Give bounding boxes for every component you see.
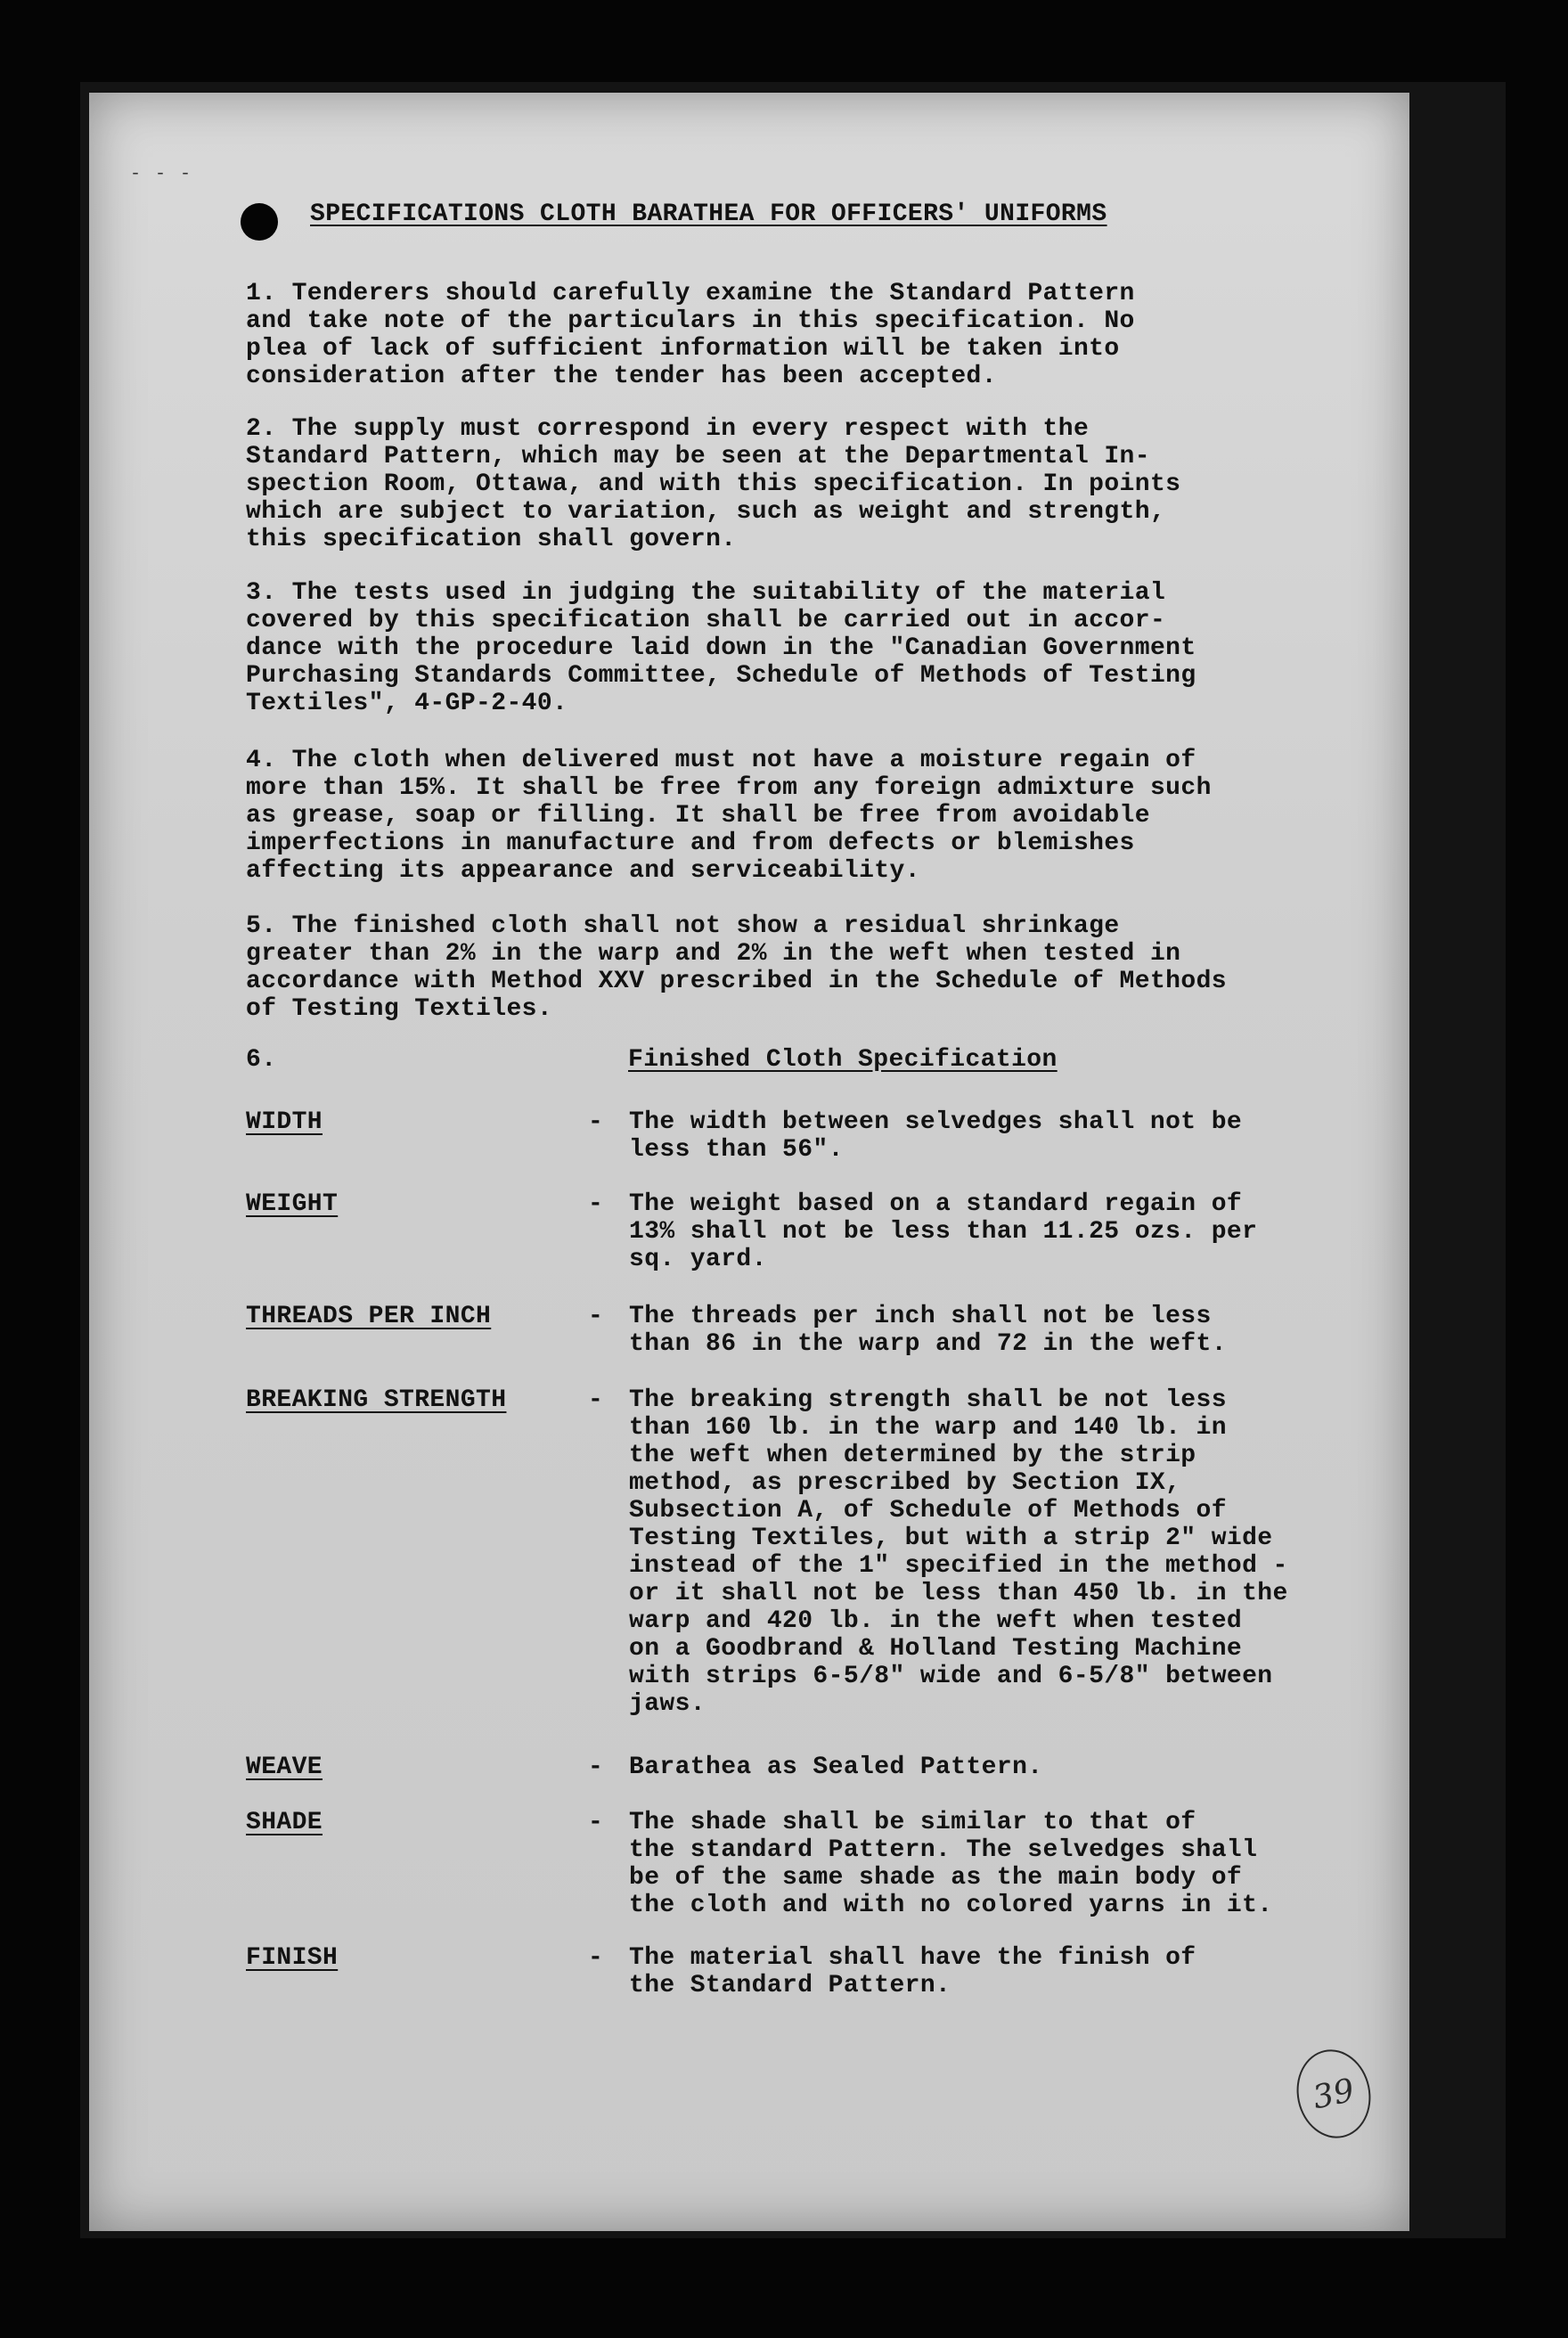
paragraph-1: 1. Tenderers should carefully examine the Standard Pattern and take note of the particulars in this specification. No plea of lack of sufficient information will be taken into consideration after the tender has been accepted. (246, 280, 1135, 390)
paragraph-2: 2. The supply must correspond in every respect with the Standard Pattern, which may be seen at the Departmental In- spection Room, Ottawa, and with this specification. In points which are subject to variation, such as weight and strength, this specification shall govern. (246, 415, 1181, 553)
spec-dash: - (588, 1190, 604, 1218)
spec-text: Barathea as Sealed Pattern. (629, 1754, 1043, 1781)
paragraph-4: 4. The cloth when delivered must not have a moisture regain of more than 15%. It shall be free from any foreign admixture such as grease, soap or filling. It shall be free from avoidable imperfections in manufacture and from defects or blemishes affecting its appearance and serviceability. (246, 747, 1212, 885)
spec-label: THREADS PER INCH (246, 1303, 492, 1330)
paragraph-5: 5. The finished cloth shall not show a residual shrinkage greater than 2% in the warp and 2% in the weft when tested in accordance with Method XXV prescribed in the Schedule of Methods of Testing Textiles. (246, 912, 1227, 1023)
spec-dash: - (588, 1108, 604, 1136)
corner-mark: - - - (130, 164, 193, 184)
spec-label: WEAVE (246, 1754, 323, 1781)
spec-text: The shade shall be similar to that of the standard Pattern. The selvedges shall be of the same shade as the main body of the cloth and with no colored yarns in it. (629, 1809, 1273, 1919)
spec-label: WEIGHT (246, 1190, 339, 1218)
spec-dash: - (588, 1944, 604, 1972)
section-6-number: 6. (246, 1046, 277, 1074)
spec-label: SHADE (246, 1809, 323, 1836)
section-6-heading: Finished Cloth Specification (628, 1046, 1058, 1074)
document-title: SPECIFICATIONS CLOTH BARATHEA FOR OFFICERS' UNIFORMS (310, 200, 1107, 228)
spec-dash: - (588, 1386, 604, 1414)
spec-text: The breaking strength shall be not less than 160 lb. in the warp and 140 lb. in the weft when determined by the strip method, as prescribed by Section IX, Subsection A, of Schedule of Methods of Testing Textiles, but with a strip 2" wide instead of the 1" specified in the method - or it shall not be less than 450 lb. in the warp and 420 lb. in the weft when tested on a Goodbrand & Holland Testing Machine with strips 6-5/8" wide and 6-5/8" between jaws. (629, 1386, 1288, 1718)
spec-label: FINISH (246, 1944, 339, 1972)
spec-text: The threads per inch shall not be less than 86 in the warp and 72 in the weft. (629, 1303, 1227, 1358)
document-body (89, 93, 1409, 2231)
spec-dash: - (588, 1754, 604, 1781)
spec-text: The material shall have the finish of the Standard Pattern. (629, 1944, 1196, 1999)
page-number-stamp: 39 (1289, 2043, 1379, 2146)
spec-label: WIDTH (246, 1108, 323, 1136)
spec-label: BREAKING STRENGTH (246, 1386, 507, 1414)
spec-text: The width between selvedges shall not be less than 56". (629, 1108, 1243, 1164)
spec-dash: - (588, 1303, 604, 1330)
spec-dash: - (588, 1809, 604, 1836)
spec-text: The weight based on a standard regain of 13% shall not be less than 11.25 ozs. per sq. yard. (629, 1190, 1258, 1273)
document-page (89, 93, 1409, 2231)
punch-hole-icon (241, 203, 278, 241)
paragraph-3: 3. The tests used in judging the suitability of the material covered by this specification shall be carried out in accor- dance with the procedure laid down in the "Canadian Government Purchasing Standards Committee, Schedule of Methods of Testing Textiles", 4-GP-2-40. (246, 579, 1196, 717)
